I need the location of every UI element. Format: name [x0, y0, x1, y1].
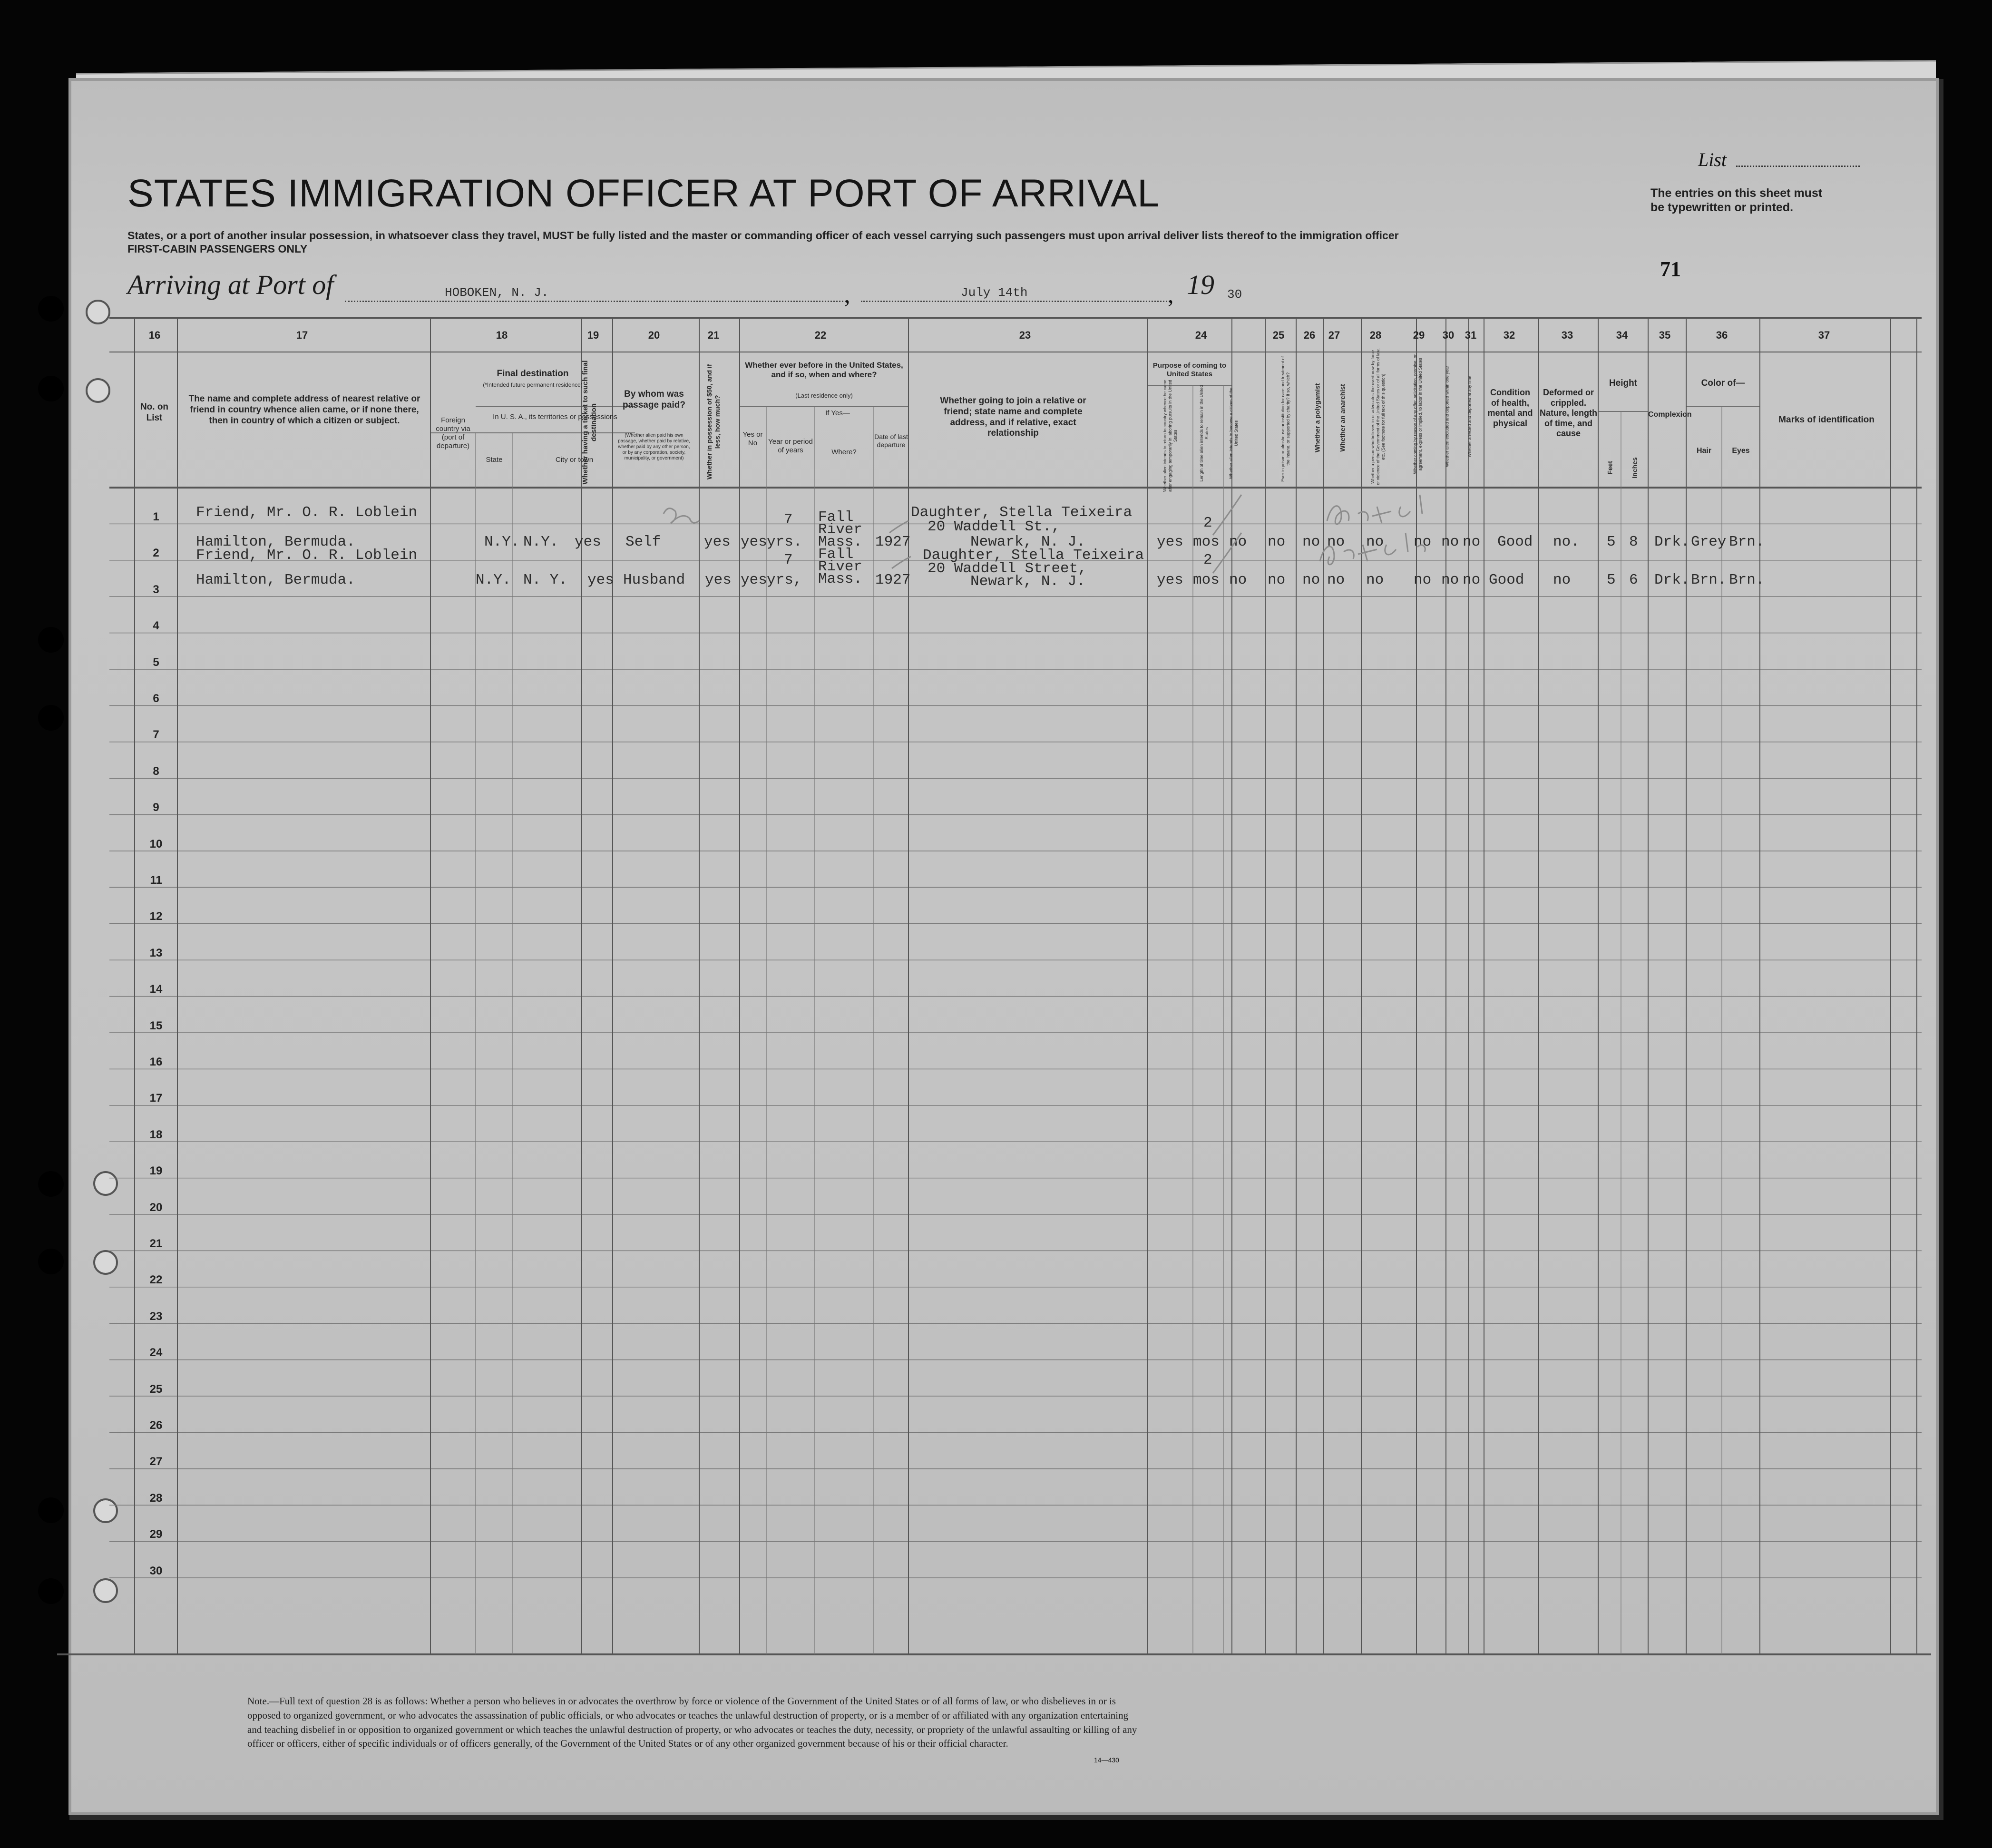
row2-where: River [818, 558, 863, 575]
comma: , [1168, 281, 1174, 308]
row-number: 12 [149, 910, 163, 923]
row2-feet: 5 [1607, 572, 1616, 588]
row-number: 15 [149, 1019, 163, 1032]
row2-money: yes [705, 572, 732, 588]
row-number: 30 [149, 1564, 163, 1577]
arriving-label: Arriving at Port of [127, 269, 334, 300]
header-purpose: Purpose of coming to United States [1152, 362, 1227, 378]
row2-ticket: yes [587, 572, 614, 588]
row1-relative: Friend, Mr. O. R. Loblein [196, 504, 418, 521]
row1-paid-by: Self [625, 534, 661, 550]
row2-state: N.Y. [476, 572, 511, 588]
col-number: 25 [1272, 329, 1285, 341]
year-suffix: 30 [1227, 287, 1242, 302]
header-anarchist: Whether an anarchist [1338, 384, 1347, 452]
col-number: 19 [587, 329, 599, 341]
comma: , [844, 281, 850, 308]
col-number: 37 [1818, 329, 1830, 341]
col-number: 16 [148, 329, 161, 341]
header-where: Where? [831, 448, 857, 456]
row2-eyes: Brn. [1729, 572, 1765, 588]
row1-city: N.Y. [523, 534, 559, 550]
col-number: 33 [1561, 329, 1573, 341]
row-number: 8 [153, 764, 159, 778]
row-number: 4 [153, 619, 159, 633]
row2-join: Daughter, Stella Teixeira [923, 547, 1144, 564]
col-number: 35 [1659, 329, 1671, 341]
row2-health: Good [1489, 572, 1524, 588]
row1-before: yes [741, 534, 767, 550]
row1-q28: no [1366, 534, 1384, 550]
header-final-destination-sub: (*Intended future permanent residence) [483, 381, 583, 388]
col-number: 26 [1303, 329, 1316, 341]
row2-anarchist: no [1327, 572, 1345, 588]
header-passage-paid: By whom was passage paid? [623, 389, 685, 410]
row-number: 16 [149, 1056, 163, 1068]
row1-inches: 8 [1629, 534, 1638, 550]
port-value: HOBOKEN, N. J. [445, 285, 549, 300]
header-marks: Marks of identification [1778, 415, 1875, 425]
row2-relative-address: Hamilton, Bermuda. [196, 572, 355, 588]
row-number: 11 [150, 874, 162, 887]
row1-years: 7 [784, 511, 793, 528]
header-no-on-list: No. on List [140, 402, 169, 423]
date-value: July 14th [961, 285, 1028, 300]
class-line: FIRST-CABIN PASSENGERS ONLY [127, 243, 308, 255]
row2-deformed: no [1553, 572, 1571, 588]
col-number: 27 [1328, 329, 1340, 341]
row2-years: 7 [784, 552, 793, 568]
row1-q30: no [1441, 534, 1459, 550]
row1-join: Daughter, Stella Teixeira [911, 504, 1133, 521]
sheet-number: 71 [1660, 257, 1681, 281]
row2-departure: 1927 [875, 572, 911, 588]
row1-years-unit: yrs. [767, 534, 802, 550]
col-number: 36 [1716, 329, 1728, 341]
row-number: 29 [149, 1528, 163, 1541]
row2-years-unit: yrs, [767, 572, 802, 588]
row1-ticket: yes [575, 534, 601, 550]
header-money: Whether in possession of $50, and if less, how much? [705, 364, 721, 480]
header-return-intent: Whether alien intends to return to country whence he came after engaging temporarily in laboring pursuits in the United States [1162, 380, 1178, 492]
col-number: 30 [1442, 329, 1455, 341]
row2-polygamist: no [1302, 572, 1320, 588]
col-number: 23 [1019, 329, 1031, 341]
row1-prison: no [1268, 534, 1286, 550]
header-eyes: Eyes [1732, 447, 1750, 455]
header-length-stay: Length of time alien intends to remain in the United States [1199, 385, 1209, 482]
col-number: 22 [814, 329, 827, 341]
header-state: State [486, 456, 503, 464]
header-polygamist: Whether a polygamist [1313, 383, 1321, 453]
row1-join: 20 Waddell St., [928, 518, 1061, 535]
row1-where: Mass. [818, 534, 863, 550]
row-number: 24 [149, 1346, 163, 1359]
header-height: Height [1609, 378, 1638, 388]
header-final-destination: Final destination [497, 369, 569, 379]
row2-relative: Friend, Mr. O. R. Loblein [196, 547, 418, 564]
row-number: 21 [149, 1237, 163, 1250]
header-deformed: Deformed or crippled. Nature, length of time, and cause [1539, 388, 1597, 439]
row1-health: Good [1497, 534, 1533, 550]
col-number: 29 [1413, 329, 1425, 341]
header-health: Condition of health, mental and physical [1487, 388, 1533, 428]
row1-feet: 5 [1607, 534, 1616, 550]
row-number: 6 [153, 692, 159, 705]
row1-polygamist: no [1302, 534, 1320, 550]
year-prefix: 19 [1187, 269, 1214, 300]
row2-before: yes [741, 572, 767, 588]
row-number: 17 [149, 1092, 163, 1105]
row1-citizen: no [1229, 534, 1247, 550]
header-become-citizen: Whether alien intends to become a citizen of the United States [1229, 387, 1239, 479]
row1-relative-address: Hamilton, Bermuda. [196, 534, 355, 550]
row1-state: N.Y. [484, 534, 520, 550]
col-number: 20 [648, 329, 660, 341]
row2-where: Fall [818, 546, 854, 563]
header-question-28: Whether a person who believes in or advocates the overthrow by force or violence of the Government of the United States or of all forms of law, etc. (See footnote for full text of this question) [1370, 348, 1386, 485]
header-foreign-country: Foreign country via (port of departure) [436, 416, 470, 450]
entries-note: The entries on this sheet must [1650, 186, 1823, 200]
row1-deformed: no. [1553, 534, 1580, 550]
row2-where: Mass. [818, 571, 863, 587]
row-number: 13 [149, 946, 163, 959]
row1-join: Newark, N. J. [970, 534, 1085, 550]
row-number: 26 [149, 1419, 163, 1432]
row2-q31: no [1463, 572, 1481, 588]
row-number: 20 [149, 1201, 163, 1214]
header-yes-no: Yes or No [742, 430, 763, 447]
row1-purpose: yes [1157, 534, 1183, 550]
row2-purpose: yes [1157, 572, 1183, 588]
row1-stay-unit: mos [1193, 534, 1220, 550]
row-number: 3 [153, 583, 159, 596]
row2-stay-unit: mos [1193, 572, 1220, 588]
row1-q29: no [1414, 534, 1432, 550]
header-passage-paid-sub: (Whether alien paid his own passage, whether paid by relative, whether paid by any other person, or by any corporation, society, municipality, or government) [618, 433, 690, 461]
header-hair: Hair [1696, 447, 1712, 455]
col-number: 34 [1616, 329, 1628, 341]
header-complexion: Complexion [1648, 411, 1692, 419]
col-number: 32 [1503, 329, 1515, 341]
row-number: 23 [149, 1310, 163, 1323]
header-year-period: Year or period of years [768, 438, 813, 454]
row1-anarchist: no [1327, 534, 1345, 550]
header-question-29: Whether coming by reason of any offer, solicitation, promise, or agreement, express or implied, to labor in the United States [1413, 354, 1423, 474]
header-relative: The name and complete address of nearest relative or friend in country whence alien came, or if none there, then in country of which a citizen or subject. [188, 394, 420, 426]
row2-complexion: Drk. [1654, 572, 1690, 588]
row1-stay: 2 [1203, 515, 1212, 531]
footnote: Note.—Full text of question 28 is as follows: Whether a person who believes in or advocates the overthrow by force or violence of the Government of the United States or of all forms of law, or who disbelieves in or is opposed to organized government, or who advocates the assassination of public officials, or who advocates or teaches the unlawful destruction of property, or is a member of or affiliated with any organization entertaining and teaching disbelief in or opposition to organized government or which teaches the unlawful destruction of property, or who advocates or teaches the duty, necessity, or propriety of the unlawful assaulting or killing of any officer or officers, either of specific individuals or of officers generally, of the Government of the United States or of any other organized government because of his or their official character. [247, 1695, 1137, 1750]
header-date-departure: Date of last departure [874, 433, 908, 449]
header-in-usa: In U. S. A., its territories or possessions [493, 413, 617, 421]
row-number: 9 [153, 801, 159, 814]
col-number: 24 [1195, 329, 1207, 341]
row1-q31: no [1463, 534, 1481, 550]
header-if-yes: If Yes— [825, 409, 850, 417]
header-arrested: Whether arrested and deported at any time [1467, 375, 1472, 458]
row2-q28: no [1366, 572, 1384, 588]
col-number: 31 [1465, 329, 1477, 341]
row-number: 2 [153, 547, 159, 560]
form-title: STATES IMMIGRATION OFFICER AT PORT OF ARRIVAL [127, 172, 1160, 215]
header-ever-before-sub: (Last residence only) [795, 392, 853, 399]
header-city: City or town [555, 456, 594, 464]
row-number: 14 [149, 983, 163, 996]
form-number: 14—430 [1094, 1756, 1119, 1764]
row1-where: Fall [818, 509, 854, 526]
row2-stay: 2 [1203, 552, 1212, 568]
header-inches: Inches [1631, 457, 1639, 479]
row-number: 1 [153, 510, 159, 523]
col-number: 21 [707, 329, 720, 341]
row1-where: River [818, 521, 863, 538]
row-number: 7 [153, 728, 159, 742]
row2-q29: no [1414, 572, 1432, 588]
row-number: 27 [149, 1455, 163, 1468]
row2-q30: no [1441, 572, 1459, 588]
row1-complexion: Drk. [1654, 534, 1690, 550]
col-number: 28 [1369, 329, 1382, 341]
row-number: 19 [149, 1164, 163, 1178]
row2-paid-by: Husband [623, 572, 685, 588]
row1-hair: Grey [1691, 534, 1727, 550]
header-prison: Ever in prison or almshouse or institution for care and treatment of the insane, or supported by charity? If so, which? [1280, 356, 1290, 482]
header-excluded: Whether alien excluded and deported within one year [1445, 366, 1450, 467]
header-ever-before: Whether ever before in the United States, and if so, when and where? [745, 361, 903, 380]
row-number: 22 [149, 1273, 163, 1287]
row2-city: N. Y. [523, 572, 568, 588]
row2-join: 20 Waddell Street, [928, 560, 1087, 577]
header-ticket: Whether having a ticket to such final destination [581, 360, 598, 485]
row-number: 10 [149, 837, 163, 851]
row2-inches: 6 [1629, 572, 1638, 588]
row1-eyes: Brn. [1729, 534, 1765, 550]
entries-note: be typewritten or printed. [1650, 201, 1794, 214]
row2-citizen: no [1229, 572, 1247, 588]
row-number: 28 [149, 1491, 163, 1505]
form-instruction: States, or a port of another insular possession, in whatsoever class they travel, MUST be fully listed and the master or commanding officer of each vessel carrying such passengers must upon arrival deliver lists thereof to the immigration officer [127, 229, 1399, 242]
row-number: 18 [149, 1128, 163, 1141]
row-number: 25 [149, 1382, 163, 1396]
header-going-to-join: Whether going to join a relative or friend; state name and complete address, and if relative, exact relationship [940, 396, 1086, 439]
row2-prison: no [1268, 572, 1286, 588]
row2-hair: Brn. [1691, 572, 1727, 588]
col-number: 18 [496, 329, 508, 341]
list-label: List [1698, 149, 1727, 170]
row1-departure: 1927 [875, 534, 911, 550]
header-feet: Feet [1606, 461, 1614, 475]
header-color-of: Color of— [1701, 378, 1745, 388]
row-number: 5 [153, 655, 159, 669]
col-number: 17 [296, 329, 308, 341]
row1-money: yes [704, 534, 731, 550]
row2-join: Newark, N. J. [970, 573, 1085, 590]
